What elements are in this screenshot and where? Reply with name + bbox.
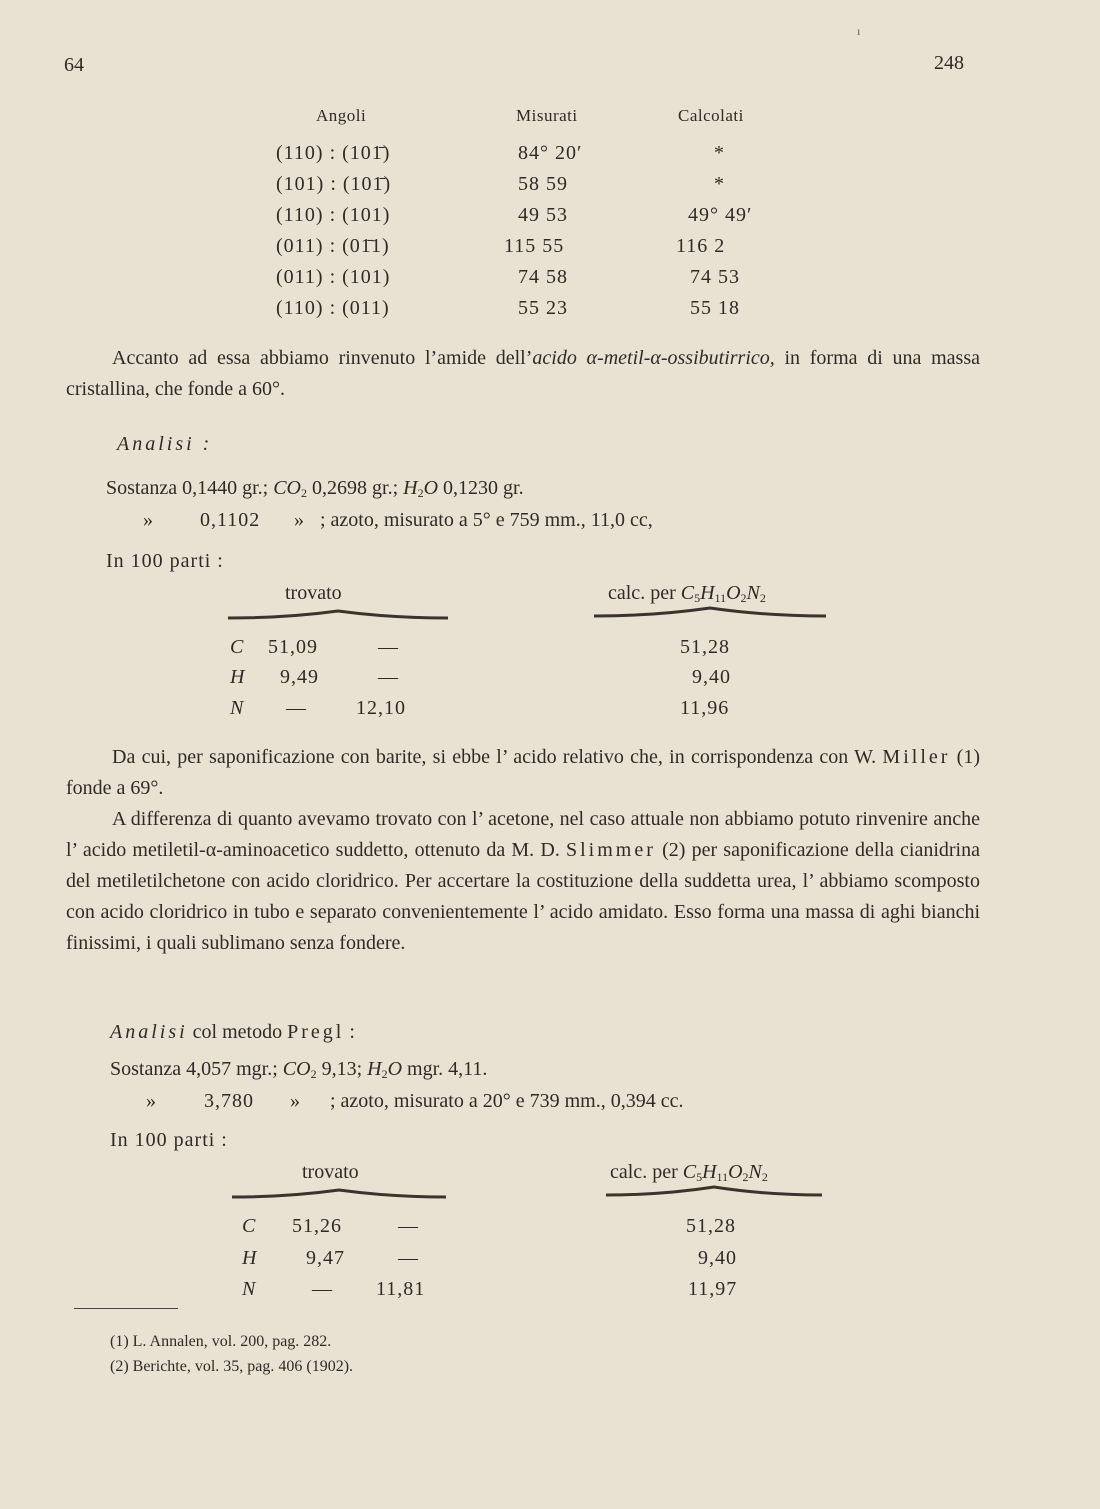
analysis-title: Analisi bbox=[110, 1021, 188, 1043]
angle-cell: (110) : (101̄) bbox=[276, 142, 391, 164]
ditto-mark: » bbox=[294, 509, 304, 531]
para1-text: Accanto ad essa abbiamo rinvenuto l’amide dell’ bbox=[112, 347, 533, 369]
h2o-value: 0,1230 gr. bbox=[438, 477, 524, 499]
footnote-1: (1) L. Annalen, vol. 200, pag. 282. bbox=[110, 1333, 332, 1350]
h2o-o: O bbox=[423, 477, 439, 499]
element-label: H bbox=[242, 1247, 257, 1269]
author-name: Miller bbox=[882, 746, 951, 768]
formula-o: O bbox=[726, 582, 741, 604]
author-name: Slimmer bbox=[566, 839, 656, 861]
h2o-value: mgr. 4,11. bbox=[402, 1058, 488, 1080]
co2-subscript: 2 bbox=[310, 1067, 317, 1081]
calc-cell: * bbox=[714, 173, 725, 195]
parts-label: In 100 parti : bbox=[110, 1129, 228, 1151]
method-colon: : bbox=[344, 1021, 355, 1043]
calc-value: 51,28 bbox=[680, 636, 730, 658]
col-header-angles: Angoli bbox=[316, 106, 367, 125]
angle-cell: (011) : (01̄1) bbox=[276, 235, 390, 257]
formula-c: C bbox=[680, 582, 695, 604]
paragraph-difference bbox=[66, 804, 980, 959]
formula-h: H bbox=[700, 582, 715, 604]
calc-cell: 116 2 bbox=[676, 235, 726, 257]
formula-sub: 2 bbox=[761, 1170, 768, 1184]
paragraph-amide bbox=[66, 343, 980, 405]
found-value-2: 11,81 bbox=[376, 1278, 426, 1300]
found-value: — bbox=[286, 697, 306, 719]
h2o-o: O bbox=[387, 1058, 403, 1080]
footnote-2: (2) Berichte, vol. 35, pag. 406 (1902). bbox=[110, 1358, 354, 1375]
found-value-2: — bbox=[398, 1215, 418, 1237]
found-value: — bbox=[312, 1278, 332, 1300]
calc-cell: 55 18 bbox=[690, 297, 740, 319]
paragraph-saponification bbox=[66, 742, 980, 804]
col-header-measured: Misurati bbox=[516, 106, 578, 125]
analysis-line-1 bbox=[110, 1054, 487, 1090]
co2-subscript: 2 bbox=[301, 486, 308, 500]
col-header-calculated: Calcolati bbox=[678, 106, 744, 125]
found-label: trovato bbox=[285, 582, 342, 604]
found-value: 9,49 bbox=[280, 666, 319, 688]
sample-text: Sostanza 0,1440 gr.; bbox=[106, 477, 274, 499]
para3-text-end: (2) per saponificazione della cianidrina del metiletilchetone con acido cloridrico. Per accertare la costituzione della suddetta urea, l’ abbiamo scomposto con acido cloridrico in tubo e separato convenientemente l’ acido amidato. Esso forma una massa di aghi bianchi finissimi, i quali sublimano senza fondere. bbox=[66, 839, 980, 954]
formula-sub: 5 bbox=[694, 591, 701, 605]
found-value-2: — bbox=[398, 1247, 418, 1269]
measured-cell: 49 53 bbox=[518, 204, 568, 226]
analysis-heading-2 bbox=[110, 1017, 355, 1048]
calc-value: 51,28 bbox=[686, 1215, 736, 1237]
method-text: col metodo bbox=[187, 1021, 288, 1043]
found-value: 51,09 bbox=[268, 636, 318, 658]
calc-value: 9,40 bbox=[692, 666, 731, 688]
formula-sub: 5 bbox=[696, 1170, 703, 1184]
brace-found bbox=[230, 1185, 448, 1199]
h2o-label: H bbox=[403, 477, 418, 499]
found-value: 51,26 bbox=[292, 1215, 342, 1237]
found-label: trovato bbox=[302, 1161, 359, 1183]
h2o-subscript: 2 bbox=[381, 1067, 388, 1081]
nitrogen-measurement: ; azoto, misurato a 20° e 739 mm., 0,394 cc. bbox=[330, 1090, 684, 1112]
footnote-rule bbox=[74, 1308, 178, 1309]
found-value-2: — bbox=[378, 666, 398, 688]
ditto-mark: » bbox=[143, 509, 153, 531]
angle-cell: (110) : (101) bbox=[276, 204, 391, 226]
nitrogen-measurement: ; azoto, misurato a 5° e 759 mm., 11,0 cc, bbox=[320, 509, 653, 531]
formula-c: C bbox=[682, 1161, 697, 1183]
analysis-line-1 bbox=[106, 473, 524, 509]
calc-value: 11,97 bbox=[688, 1278, 738, 1300]
acid-name: acido α-metil-α-ossibutirrico, bbox=[532, 347, 775, 369]
element-label: C bbox=[242, 1215, 256, 1237]
para1-text-end: in forma di una massa cristallina, che fonde a 60°. bbox=[66, 347, 980, 400]
measured-cell: 58 59 bbox=[518, 173, 568, 195]
printer-mark: ı bbox=[857, 24, 861, 38]
para2-text: Da cui, per saponificazione con barite, si ebbe l’ acido relativo che, in corrispondenza con W. bbox=[112, 746, 883, 768]
formula-sub: 11 bbox=[716, 1170, 729, 1184]
measured-cell: 74 58 bbox=[518, 266, 568, 288]
calc-text: calc. per bbox=[610, 1161, 678, 1183]
found-value: 9,47 bbox=[306, 1247, 345, 1269]
page-number-left: 64 bbox=[64, 54, 84, 76]
calc-cell: 74 53 bbox=[690, 266, 740, 288]
ditto-mark: » bbox=[146, 1090, 156, 1112]
sample-weight: 3,780 bbox=[204, 1090, 254, 1112]
page-number-right: 248 bbox=[934, 52, 964, 74]
found-value-2: — bbox=[378, 636, 398, 658]
formula-sub: 2 bbox=[759, 591, 766, 605]
element-label: H bbox=[230, 666, 245, 688]
sample-text: Sostanza 4,057 mgr.; bbox=[110, 1058, 283, 1080]
angle-cell: (101) : (101̄) bbox=[276, 173, 392, 195]
element-label: C bbox=[230, 636, 244, 658]
formula-sub: 2 bbox=[740, 591, 747, 605]
para3-text: A differenza di quanto avevamo trovato con l’ acetone, nel caso attuale non abbiamo potuto rinvenire anche l’ acido metiletil-α-aminoacetico suddetto, ottenuto da M. D. bbox=[66, 808, 980, 861]
h2o-label: H bbox=[367, 1058, 382, 1080]
calc-text: calc. per bbox=[608, 582, 676, 604]
measured-cell: 55 23 bbox=[518, 297, 568, 319]
angle-cell: (110) : (011) bbox=[276, 297, 390, 319]
measured-cell: 115 55 bbox=[504, 235, 565, 257]
formula-n: N bbox=[748, 1161, 762, 1183]
element-label: N bbox=[230, 697, 244, 719]
found-value-2: 12,10 bbox=[356, 697, 406, 719]
brace-found bbox=[226, 606, 451, 620]
co2-value: 0,2698 gr.; bbox=[307, 477, 404, 499]
measured-cell: 84° 20′ bbox=[518, 142, 583, 164]
para2-text-end: (1) fonde a 69°. bbox=[66, 746, 980, 799]
brace-calc bbox=[592, 604, 828, 620]
analysis-heading: Analisi : bbox=[117, 433, 213, 455]
element-label: N bbox=[242, 1278, 256, 1300]
calc-cell: 49° 49′ bbox=[688, 204, 753, 226]
co2-label: CO bbox=[273, 477, 302, 499]
parts-label: In 100 parti : bbox=[106, 550, 224, 572]
calc-value: 11,96 bbox=[680, 697, 730, 719]
co2-value: 9,13; bbox=[316, 1058, 368, 1080]
brace-calc bbox=[604, 1183, 824, 1199]
h2o-subscript: 2 bbox=[417, 486, 424, 500]
calc-value: 9,40 bbox=[698, 1247, 737, 1269]
formula-h: H bbox=[702, 1161, 717, 1183]
formula-sub: 2 bbox=[742, 1170, 749, 1184]
method-name: Pregl bbox=[287, 1021, 345, 1043]
angle-cell: (011) : (101) bbox=[276, 266, 391, 288]
formula-sub: 11 bbox=[714, 591, 727, 605]
ditto-mark: » bbox=[290, 1090, 300, 1112]
sample-weight: 0,1102 bbox=[200, 509, 261, 531]
calc-cell: * bbox=[714, 142, 725, 164]
formula-o: O bbox=[728, 1161, 743, 1183]
co2-label: CO bbox=[282, 1058, 311, 1080]
formula-n: N bbox=[746, 582, 760, 604]
